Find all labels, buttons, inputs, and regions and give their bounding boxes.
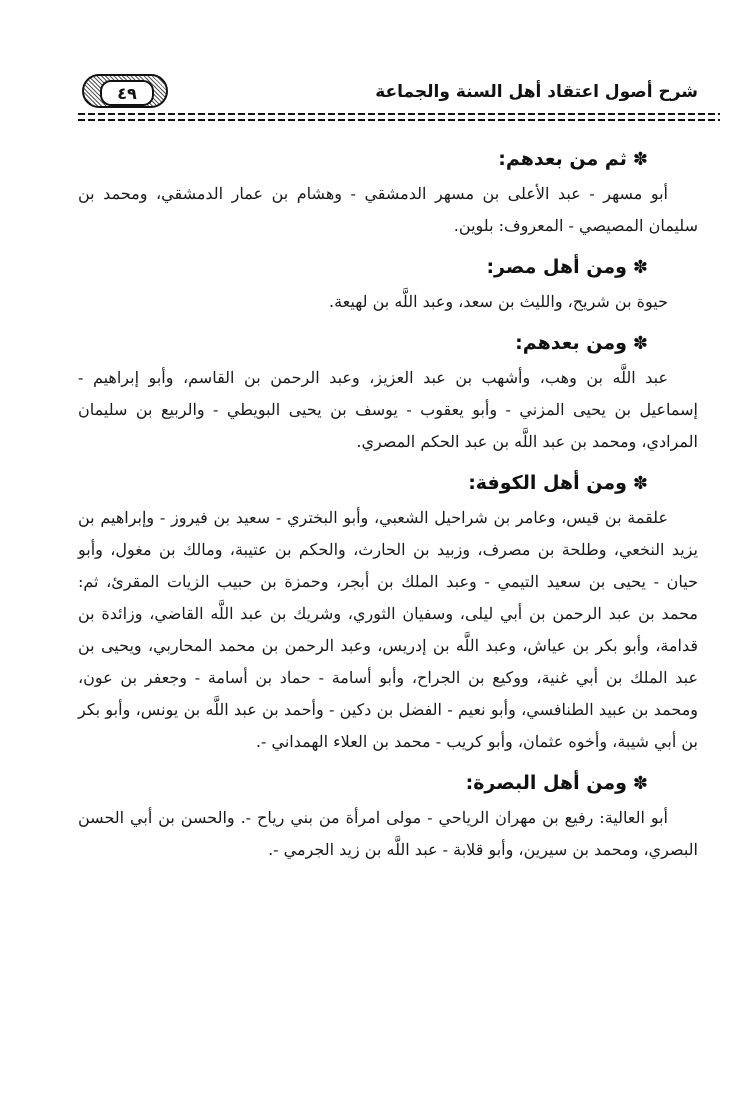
asterisk-icon: ✽ (632, 773, 648, 794)
section (78, 764, 698, 866)
section-heading (78, 248, 698, 286)
section (78, 464, 698, 758)
section (78, 248, 698, 318)
section-paragraph: أبو العالية: رفيع بن مهران الرياحي - مولى امرأة من بني رياح -. والحسن بن أبي الحسن البصري، ومحمد بن سيرين، وأبو قلابة - عبد اللَّه بن زيد الجرمي -. (78, 808, 698, 859)
section-heading (78, 324, 698, 362)
asterisk-icon: ✽ (632, 149, 648, 170)
page-number-badge (82, 74, 168, 108)
section-paragraph: عبد اللَّه بن وهب، وأشهب بن عبد العزيز، وعبد الرحمن بن القاسم، وأبو إبراهيم - إسماعيل بن يحيى المزني - وأبو يعقوب - يوسف بن يحيى البويطي - والربيع بن سليمان المرادي، ومحمد بن عبد اللَّه بن عبد الحكم المصري. (78, 368, 698, 451)
section-heading-text: ثم من بعدهم: (498, 148, 627, 170)
section (78, 324, 698, 458)
asterisk-icon: ✽ (632, 257, 648, 278)
section-paragraph: علقمة بن قيس، وعامر بن شراحيل الشعبي، وأبو البختري - سعيد بن فيروز - وإبراهيم بن يزيد النخعي، وطلحة بن مصرف، وزبيد بن الحارث، والحكم بن عتيبة، ومالك بن مغول، وأبو حيان - يحيى بن سعيد التيمي - وعبد الملك بن أبجر، وحمزة بن حبيب الزيات المقرئ، ثم: محمد بن عبد الرحمن بن أبي ليلى، وسفيان الثوري، وشريك بن عبد اللَّه القاضي، وزائدة بن قدامة، وأبو بكر بن عياش، وعبد اللَّه بن إدريس، وعبد الرحمن بن محمد المحاربي، ويحيى بن عبد الملك بن أبي غنية، ووكيع بن الجراح، وأبو أسامة - حماد بن أسامة - وجعفر بن عون، ومحمد بن عبيد الطنافسي، وأبو نعيم - الفضل بن دكين - وأحمد بن عبد اللَّه بن يونس، وأبو بكر بن أبي شيبة، وأخوه عثمان، وأبو كريب - محمد بن العلاء الهمداني -. (78, 508, 698, 751)
asterisk-icon: ✽ (632, 473, 648, 494)
section-heading-text: ومن أهل مصر: (486, 256, 627, 278)
section (78, 140, 698, 242)
page-body (78, 140, 698, 872)
header-divider (78, 113, 720, 115)
page-header (78, 72, 698, 112)
section-paragraph: أبو مسهر - عبد الأعلى بن مسهر الدمشقي - وهشام بن عمار الدمشقي، ومحمد بن سليمان المصيصي - المعروف: بلوين. (78, 184, 698, 235)
section-heading-text: ومن بعدهم: (515, 332, 627, 354)
section-heading (78, 140, 698, 178)
section-heading-text: ومن أهل البصرة: (465, 772, 627, 794)
running-title: شرح أصول اعتقاد أهل السنة والجماعة (375, 82, 698, 102)
section-paragraph: حيوة بن شريح، والليث بن سعد، وعبد اللَّه بن لهيعة. (329, 292, 668, 311)
section-heading (78, 464, 698, 502)
page-number: ٤٩ (100, 80, 154, 106)
section-heading (78, 764, 698, 802)
asterisk-icon: ✽ (632, 333, 648, 354)
section-heading-text: ومن أهل الكوفة: (468, 472, 627, 494)
header-divider (78, 119, 720, 121)
